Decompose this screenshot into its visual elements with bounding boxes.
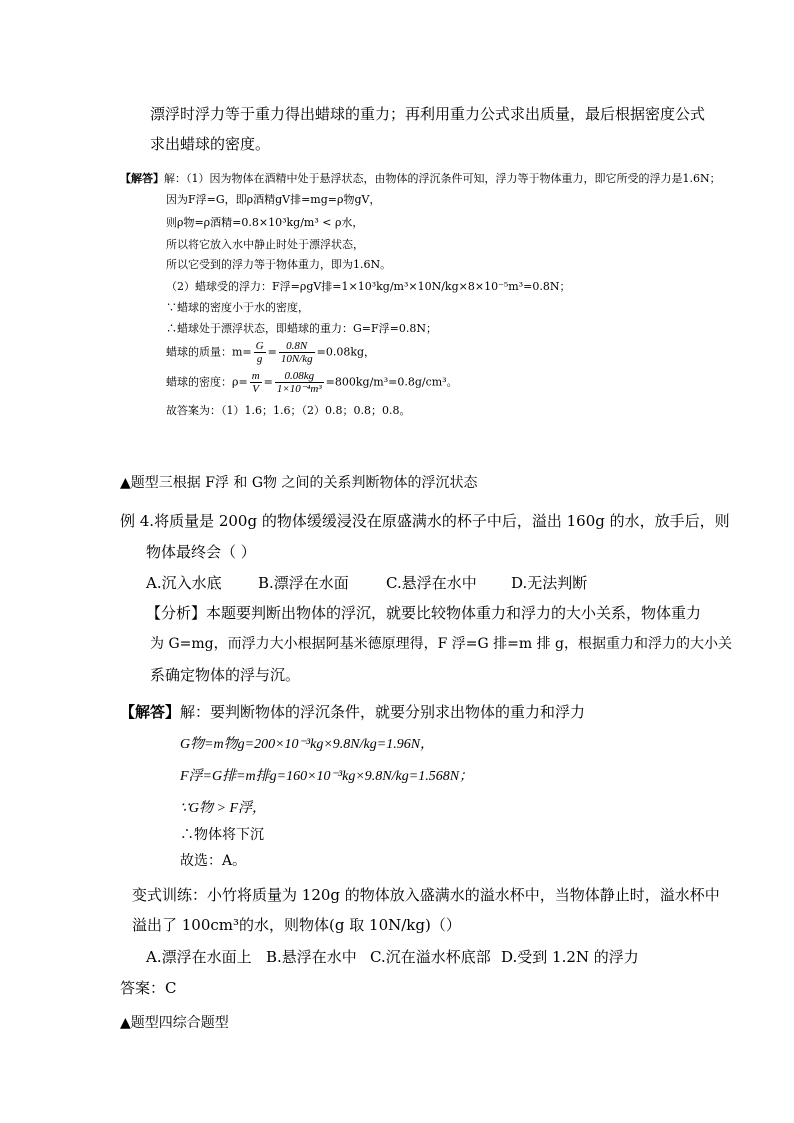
mass-fraction-1 [254, 340, 266, 365]
solution1-text-1: 解：（1）因为物体在酒精中处于悬浮状态，由物体的浮沉条件可知，浮力等于物体重力，即它所受的浮力是1.6N； [164, 172, 721, 185]
variant-option-b: B.悬浮在水中 [266, 948, 357, 966]
density-frac2-num: 0.08kg [275, 370, 324, 383]
solution1-line-5: 所以它受到的浮力等于物体重力，即为1.6N。 [166, 258, 392, 271]
density-result: =800kg/m³=0.8g/cm³。 [325, 375, 458, 389]
solution1-line-3: 则ρ物=ρ酒精=0.8×10³kg/m³ < ρ水， [166, 216, 364, 229]
example4-comparison: ∵G物 > F浮， [180, 801, 267, 816]
variant-line-1: 变式训练：小竹将质量为 120g 的物体放入盛满水的溢水杯中，当物体静止时，溢水杯中 [132, 886, 720, 904]
density-fraction-1 [250, 370, 262, 395]
mass-fraction-2 [279, 340, 315, 365]
density-label: 蜡球的密度：ρ= [166, 375, 248, 389]
mass-label: 蜡球的质量：m= [166, 345, 252, 359]
example4-choice: 故选：A。 [180, 853, 247, 869]
solution1-line-2: 因为F浮=G，即ρ酒精gV排=mg=ρ物gV， [166, 193, 381, 206]
density-eq: = [263, 375, 273, 389]
density-frac1-den: V [252, 383, 260, 395]
example4-analysis-3: 系确定物体的浮与沉。 [150, 666, 301, 684]
solution1-line-density [166, 370, 458, 395]
solution1-line-6: （2）蜡球受的浮力：F浮=ρgV排=1×10³kg/m³×10N/kg×8×10⁻⁵m³=0.8N； [166, 280, 571, 293]
solution1-answer: 故答案为：（1）1.6；1.6；（2）0.8；0.8；0.8。 [166, 404, 411, 417]
solution1-line-1 [120, 170, 721, 186]
example4-question-1: 例 4.将质量是 200g 的物体缓缓浸没在原盛满水的杯子中后，溢出 160g 的水，放手后，则 [120, 512, 730, 530]
density-frac2-den: 1×10⁻⁴m³ [276, 383, 322, 395]
variant-answer: 答案：C [120, 979, 177, 997]
mass-frac1-den: g [256, 353, 263, 365]
example4-gravity-formula: G物=m物g=200×10⁻³kg×9.8N/kg=1.96N， [180, 737, 435, 752]
example4-analysis-2: 为 G=mg，而浮力大小根据阿基米德原理得，F 浮=G 排=m 排 g，根据重力和浮力的大小关 [150, 636, 732, 652]
variant-option-d: D.受到 1.2N 的浮力 [501, 948, 639, 966]
solution1-line-8: ∴蜡球处于漂浮状态，即蜡球的重力：G=F浮=0.8N； [166, 322, 437, 335]
variant-option-a: A.漂浮在水面上 [146, 948, 252, 966]
example4-option-a: A.沉入水底 [146, 574, 222, 592]
example4-solution-text-1: 解：要判断物体的浮沉条件，就要分别求出物体的重力和浮力 [180, 703, 586, 721]
example4-option-d: D.无法判断 [511, 574, 588, 592]
variant-line-2: 溢出了 100cm³的水，则物体(g 取 10N/kg)（） [132, 916, 461, 934]
example4-conclusion: ∴物体将下沉 [180, 827, 264, 843]
example4-solution-line-1 [120, 701, 585, 722]
section-3-heading: ▲题型三根据 F浮 和 G物 之间的关系判断物体的浮沉状态 [120, 475, 478, 491]
mass-frac1-num: G [255, 340, 264, 352]
mass-result: =0.08kg， [316, 345, 376, 359]
intro-line-1: 漂浮时浮力等于重力得出蜡球的重力；再利用重力公式求出质量，最后根据密度公式 [150, 105, 706, 123]
example4-analysis-1: 【分析】本题要判断出物体的浮沉，就要比较物体重力和浮力的大小关系，物体重力 [146, 604, 702, 622]
example4-buoyancy-formula: F浮=G排=m排g=160×10⁻³kg×9.8N/kg=1.568N； [180, 769, 474, 784]
example4-solution-tag: 【解答】 [120, 703, 181, 721]
mass-eq: = [267, 345, 277, 359]
example4-option-c: C.悬浮在水中 [386, 574, 477, 592]
mass-frac2-num: 0.8N [279, 340, 315, 353]
density-fraction-2 [275, 370, 324, 395]
solution1-line-mass [166, 340, 375, 365]
variant-option-c: C.沉在溢水杯底部 [370, 948, 491, 966]
mass-frac2-den: 10N/kg [280, 353, 313, 365]
density-frac1-num: m [251, 370, 260, 382]
solution1-tag: 【解答】 [120, 172, 164, 185]
example4-option-b: B.漂浮在水面 [258, 574, 349, 592]
example4-question-2: 物体最终会（ ） [146, 543, 256, 561]
solution1-line-4: 所以将它放入水中静止时处于漂浮状态， [166, 238, 364, 251]
section-4-heading: ▲题型四综合题型 [120, 1015, 229, 1031]
intro-line-2: 求出蜡球的密度。 [150, 135, 271, 153]
solution1-line-7: ∵蜡球的密度小于水的密度， [166, 301, 309, 314]
